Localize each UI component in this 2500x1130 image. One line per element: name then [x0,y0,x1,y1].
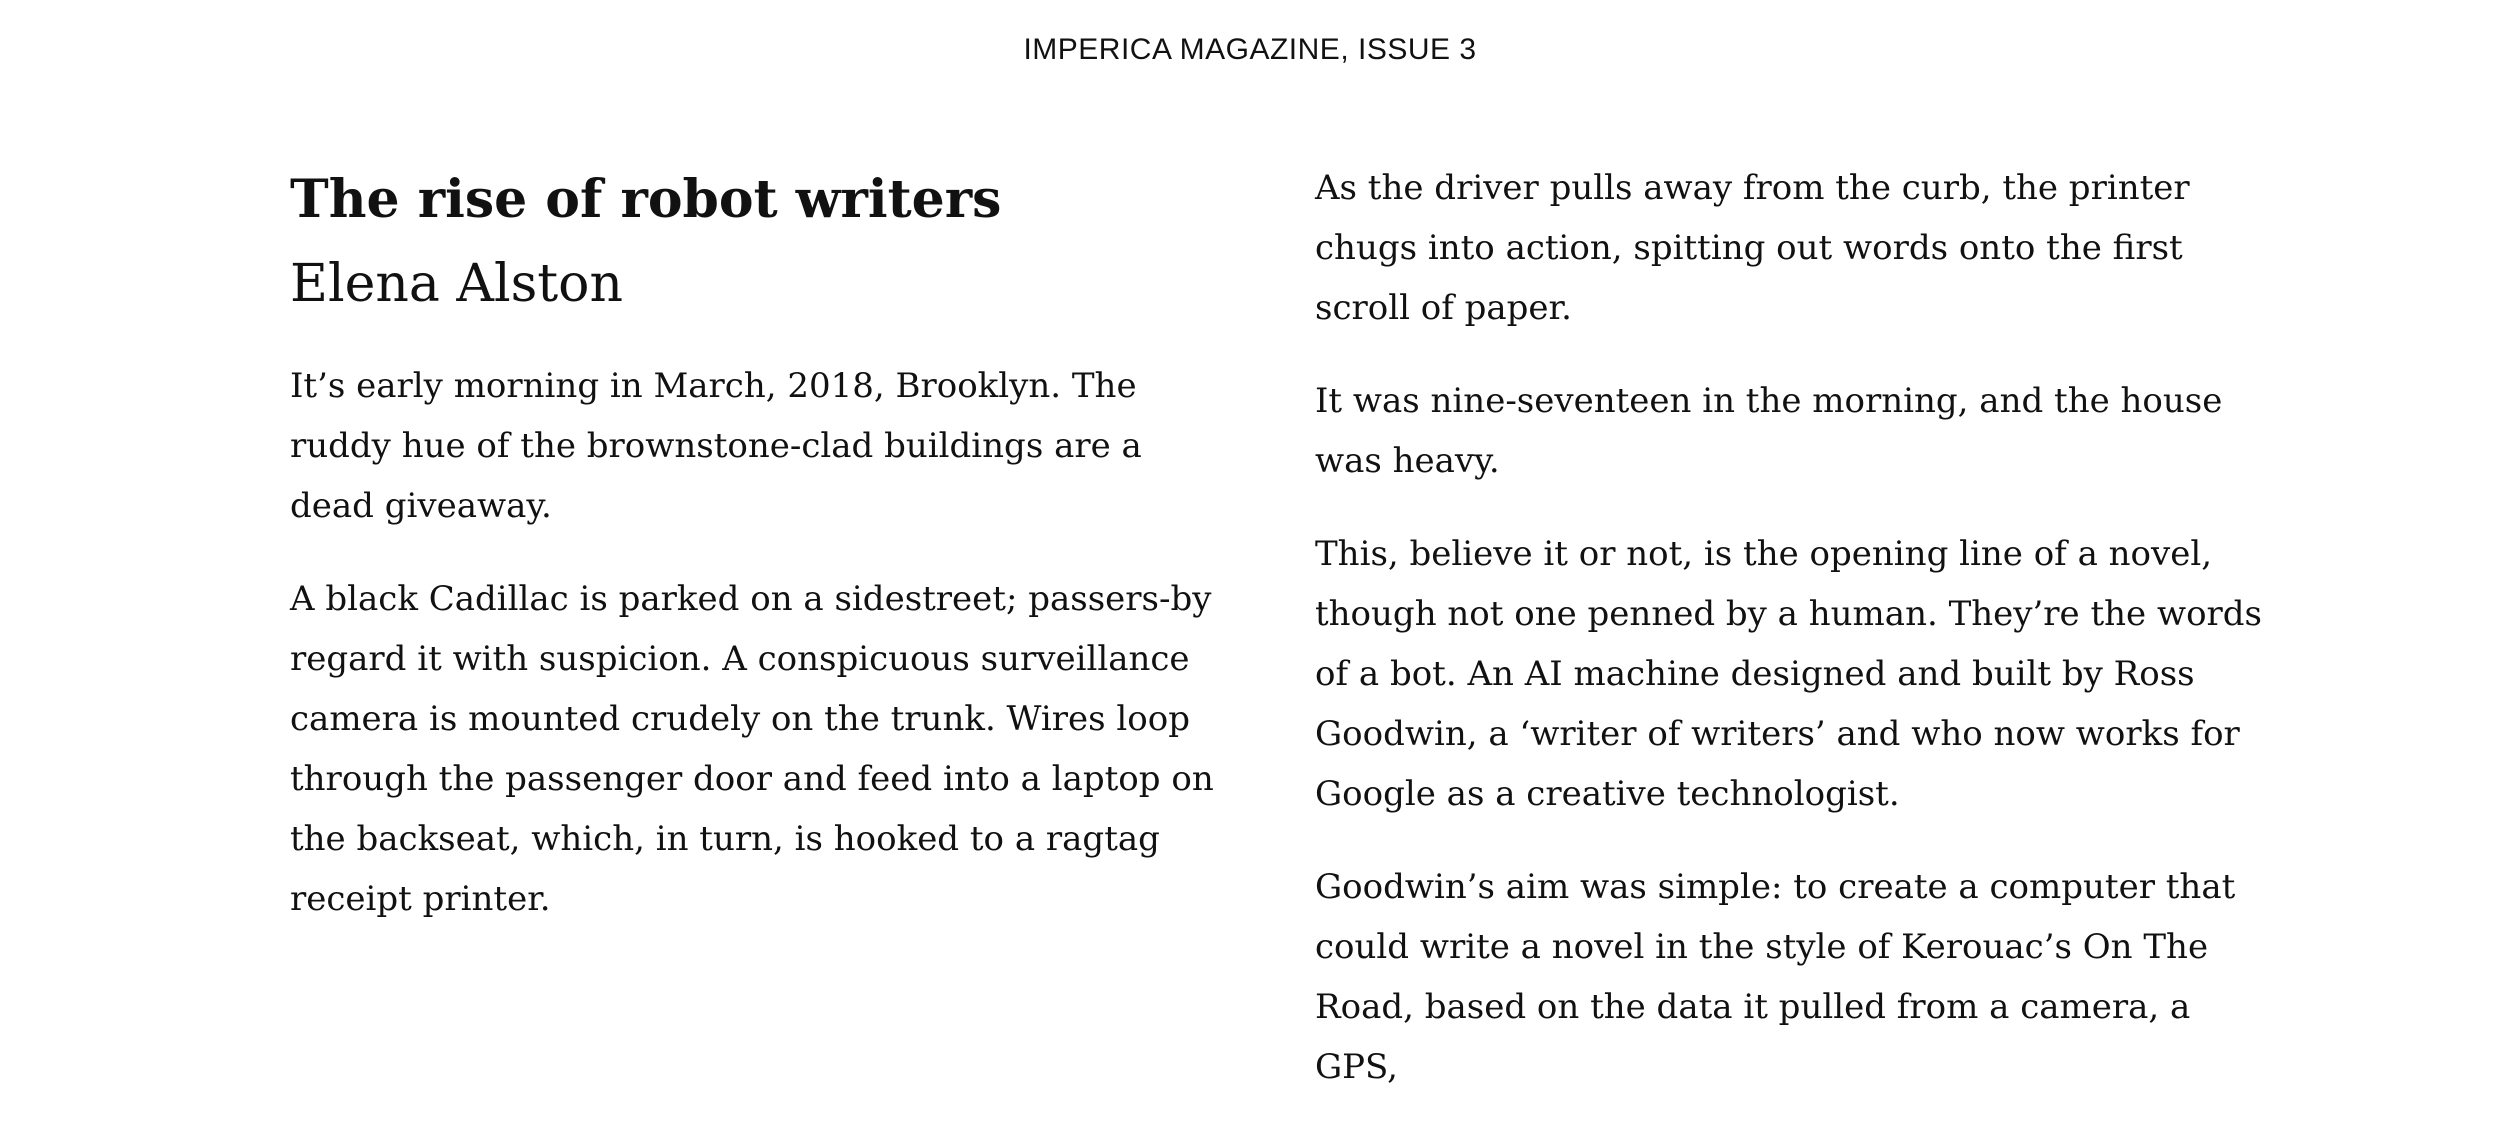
article-paragraph: As the driver pulls away from the curb, the printer chugs into action, spitting out words onto the first scroll of paper. [1315,168,2190,328]
article-right-column [1315,158,2275,1130]
article-paragraph: This, believe it or not, is the opening line of a novel, though not one penned by a human. They’re the words of a bot. An AI machine designed and built by Ross Goodwin, a ‘writer of writers’ and who now works for Google as a creative technologist. [1315,534,2263,814]
article-title: The rise of robot writers [290,169,1002,230]
article-left-column [290,160,1235,962]
magazine-masthead: IMPERICA MAGAZINE, ISSUE 3 [1023,33,1477,66]
article-paragraph: Goodwin’s aim was simple: to create a computer that could write a novel in the style of Kerouac’s On The Road, based on the data it pulled from a camera, a GPS, [1315,867,2236,1087]
article-paragraph: A black Cadillac is parked on a sidestreet; passers-by regard it with suspicion. A conspicuous surveillance camera is mounted crudely on the trunk. Wires loop through the passenger door and feed into a laptop on the backseat, which, in turn, is hooked to a ragtag receipt printer. [290,579,1214,919]
article-paragraph: It was nine-seventeen in the morning, and the house was heavy. [1315,381,2223,481]
article-author: Elena Alston [290,254,623,314]
article-paragraph: It’s early morning in March, 2018, Brooklyn. The ruddy hue of the brownstone-clad buildings are a dead giveaway. [290,366,1142,526]
